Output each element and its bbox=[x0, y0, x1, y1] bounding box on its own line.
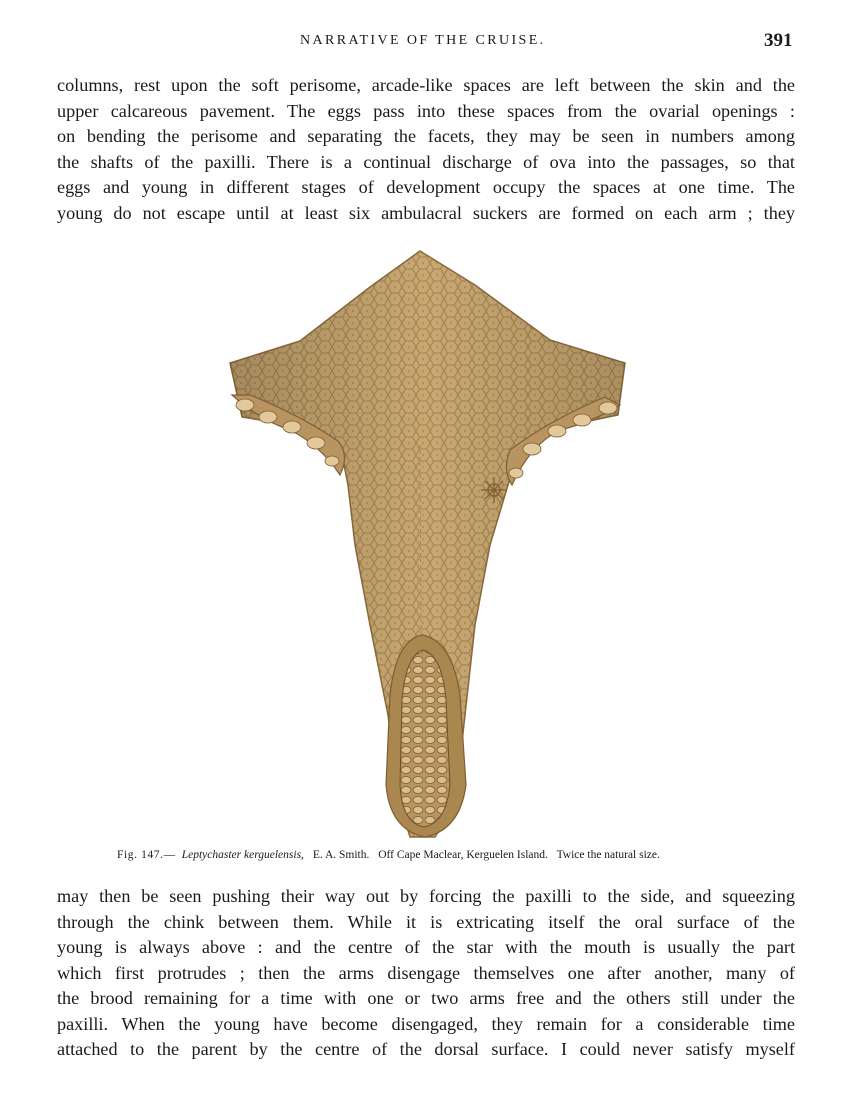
figure-caption bbox=[117, 849, 757, 861]
text-line: young is always above : and the centre of the star with the mouth is usually the part bbox=[57, 937, 795, 957]
text-line: attached to the parent by the centre of the dorsal surface. I could never satisfy myself bbox=[57, 1039, 795, 1059]
running-head bbox=[0, 30, 850, 54]
text-line: which first protrudes ; then the arms disengage themselves one after another, many of bbox=[57, 962, 795, 983]
text-line: may then be seen pushing their way out by forcing the paxilli to the side, and squeezing bbox=[57, 886, 795, 906]
page-number: 391 bbox=[764, 30, 793, 51]
text-line: eggs and young in different stages of development occupy the spaces at one time. The bbox=[57, 177, 795, 197]
caption-species: Leptychaster kerguelensis, bbox=[181, 849, 304, 861]
paragraph-top bbox=[57, 73, 795, 226]
text-line: through the chink between them. While it is extricating itself the oral surface of the bbox=[57, 911, 795, 932]
text-line: the brood remaining for a time with one or two arms free and the others still under the bbox=[57, 988, 795, 1008]
text-line: on bending the perisome and separating the facets, they may be seen in numbers among bbox=[57, 126, 795, 146]
caption-label: Fig. 147.— bbox=[117, 849, 176, 861]
caption-scale: Twice the natural size. bbox=[556, 849, 660, 861]
starfish-illustration bbox=[220, 245, 640, 845]
text-line: young do not escape until at least six ambulacral suckers are formed on each arm ; they bbox=[57, 202, 795, 223]
text-line: paxilli. When the young have become disengaged, they remain for a considerable time bbox=[57, 1013, 795, 1034]
text-line: columns, rest upon the soft perisome, arcade-like spaces are left between the skin and the bbox=[57, 75, 795, 95]
text-line: the shafts of the paxilli. There is a continual discharge of ova into the passages, so that bbox=[57, 151, 795, 172]
caption-author: E. A. Smith. bbox=[312, 849, 370, 861]
paragraph-bottom bbox=[57, 884, 795, 1063]
text-line: upper calcareous pavement. The eggs pass into these spaces from the ovarial openings : bbox=[57, 100, 795, 121]
running-title: NARRATIVE OF THE CRUISE. bbox=[300, 33, 546, 48]
caption-locality: Off Cape Maclear, Kerguelen Island. bbox=[378, 849, 548, 861]
starfish-drawing bbox=[220, 245, 640, 845]
